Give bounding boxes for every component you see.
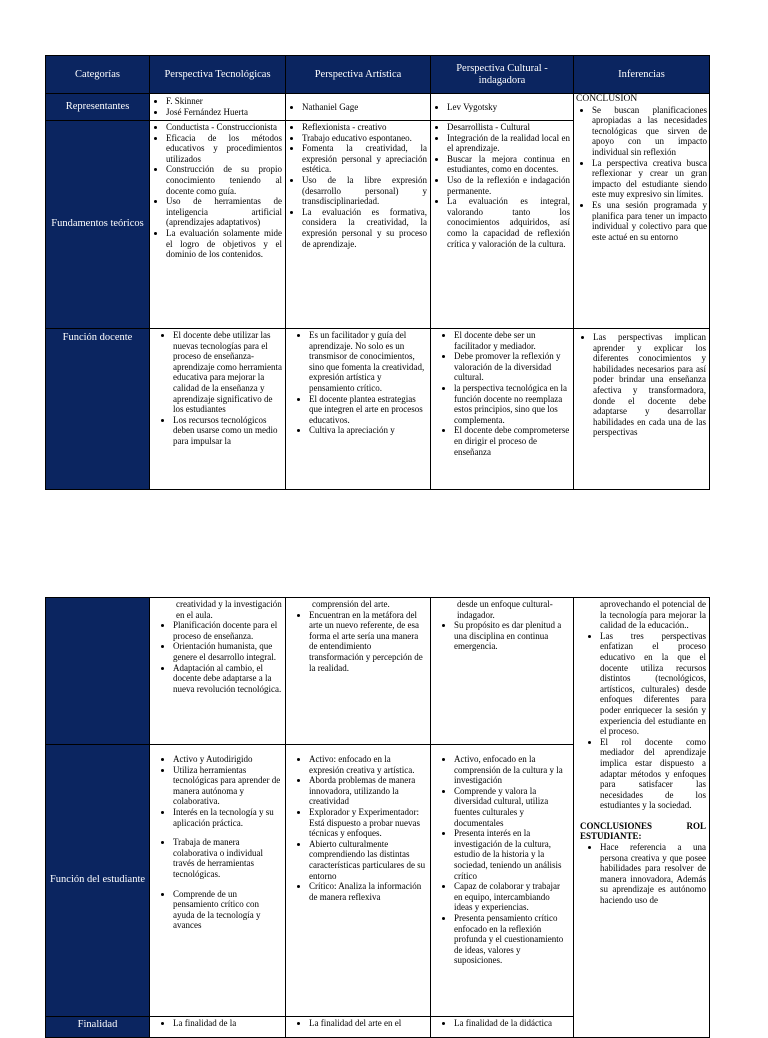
list-item: • Cultiva la apreciación y — [309, 425, 427, 436]
list-item: • Crítico: Analiza la información de manera reflexiva — [309, 881, 427, 902]
list-item: • Eficacia de los métodos educativos y procedimientos utilizados — [166, 133, 282, 165]
list-item: • la perspectiva tecnológica en la función docente no reemplaza estos principios, sino que los complementa. — [454, 383, 570, 425]
funcion-estudiante-cul — [431, 745, 574, 1017]
header-inferencias: Inferencias — [574, 56, 710, 94]
inferencias-page2-cell — [574, 598, 710, 1038]
list-item: • Buscar la mejora continua en estudiantes, como en docentes. — [447, 154, 570, 175]
list-item: • Conductista - Construccionista — [166, 122, 282, 133]
row-label-representantes: Representantes — [46, 94, 150, 121]
list-item: • Las tres perspectivas enfatizan el proceso educativo en la que el docente utiliza recursos distintos (tecnológicos, artísticos, culturales) desde enfoques diferentes para poder enriquecer la sesión y experiencia del estudiante en el proceso. — [600, 631, 706, 737]
finalidad-cul-item: • La finalidad de la didáctica — [454, 1018, 570, 1029]
fundamentos-cul — [431, 121, 574, 329]
list-item: • Los recursos tecnológicos deben usarse como un medio para impulsar la — [173, 415, 282, 447]
page2-docente-tec — [150, 598, 286, 745]
list-item: • Capaz de colaborar y trabajar en equipo, intercambiando ideas y experiencias. — [454, 881, 570, 913]
list-item: • Planificación docente para el proceso de enseñanza. — [173, 620, 282, 641]
header-artistica: Perspectiva Artística — [286, 56, 431, 94]
list-item: • Nathaniel Gage — [302, 102, 427, 113]
page2-docente-tec-cont: creatividad y la investigación en el aula. — [176, 599, 282, 620]
page2-docente-art — [286, 598, 431, 745]
list-item: • Activo, enfocado en la comprensión de la cultura y la investigación — [454, 754, 570, 786]
list-item: • Trabajo educativo espontaneo. — [302, 133, 427, 144]
list-item: • Es una sesión programada y planifica para tener un impacto individual y colectivo para que este actué en su entorno — [592, 200, 707, 242]
list-item: • Utiliza herramientas tecnológicas para aprender de manera autónoma y colaborativa. — [173, 765, 282, 807]
funcion-docente-tec — [150, 329, 286, 490]
finalidad-tec-item: • La finalidad de la — [173, 1018, 282, 1029]
fundamentos-tec — [150, 121, 286, 329]
list-item: • Aborda problemas de manera innovadora, utilizando la creatividad — [309, 775, 427, 807]
list-item: • Las perspectivas implican aprender y explicar los diferentes conocimientos y habilidades necesarios para así poder brindar una enseñanza afectiva y transformadora, donde el docente debe adaptarse y desarrollar habilidades en cada una de las perspectivas — [593, 332, 706, 438]
list-item: • Uso de la libre expresión (desarrollo personal) y transdisciplinariedad. — [302, 175, 427, 207]
list-item: • El docente debe utilizar las nuevas tecnologías para el proceso de enseñanza-aprendizaje como herramienta educativa para mejorar la calidad de la enseñanza y aprendizaje significativo de los estudiantes — [173, 330, 282, 415]
representantes-cul — [431, 94, 574, 121]
funcion-docente-art — [286, 329, 431, 490]
list-item: • Hace referencia a una persona creativa y que posee habilidades para resolver de manera innovadora, Además su aprendizaje es autónomo haciendo uso de — [600, 842, 706, 906]
list-item: • El docente plantea estrategias que integren el arte en procesos educativos. — [309, 394, 427, 426]
list-item: • La evaluación es formativa, considera la creatividad, la expresión personal y su proceso de aprendizaje. — [302, 207, 427, 249]
list-item: • Su propósito es dar plenitud a una disciplina en continua emergencia. — [454, 620, 570, 652]
list-item: • Activo y Autodirigido — [173, 754, 282, 765]
list-item: • La perspectiva creativa busca reflexionar y crear un gran impacto del estudiante siendo este muy expresivo sin límites. — [592, 158, 707, 200]
funcion-estudiante-tec — [150, 745, 286, 1017]
page2-docente-cul — [431, 598, 574, 745]
list-item: • Adaptación al cambio, el docente debe adaptarse a la nueva revolución tecnológica. — [173, 663, 282, 695]
funcion-estudiante-art — [286, 745, 431, 1017]
list-item: • Construcción de su propio conocimiento teniendo al docente como guía. — [166, 164, 282, 196]
list-item: • Uso de herramientas de inteligencia artificial (aprendizajes adaptativos) — [166, 196, 282, 228]
list-item: • Reflexionista - creativo — [302, 122, 427, 133]
row-label-fundamentos: Fundamentos teóricos — [46, 121, 150, 329]
page2-table — [45, 597, 710, 1038]
list-item: • La evaluación es integral, valorando tanto los conocimientos adquiridos, así como la capacidad de reflexión crítica y valoración de la cultura. — [447, 196, 570, 249]
representantes-art — [286, 94, 431, 121]
list-item: • Abierto culturalmente comprendiendo las distintas características particulares de su entorno — [309, 839, 427, 881]
list-item: • El docente debe ser un facilitador y mediador. — [454, 330, 570, 351]
list-item: • Debe promover la reflexión y valoración de la diversidad cultural. — [454, 351, 570, 383]
list-item: • Presenta interés en la investigación de la cultura, estudio de la historia y la sociedad, teniendo un análisis crítico — [454, 828, 570, 881]
header-categorias: Categorías — [46, 56, 150, 94]
finalidad-art — [286, 1017, 431, 1038]
list-item: • José Fernández Huerta — [166, 107, 282, 118]
funcion-docente-cul — [431, 329, 574, 490]
fundamentos-art — [286, 121, 431, 329]
header-cultural: Perspectiva Cultural - indagadora — [431, 56, 574, 94]
list-item: • Lev Vygotsky — [447, 102, 570, 113]
inferencias-heading: CONCLUSION — [576, 94, 638, 104]
row-label-finalidad: Finalidad — [46, 1017, 150, 1038]
header-tecnologicas: Perspectiva Tecnológicas — [150, 56, 286, 94]
list-item: • Presenta pensamiento crítico enfocado en la reflexión profunda y el cuestionamiento de ideas, valores y suposiciones. — [454, 913, 570, 966]
list-item: • Integración de la realidad local en el aprendizaje. — [447, 133, 570, 154]
page2-docente-art-cont: comprensión del arte. — [312, 599, 390, 609]
list-item: • El rol docente como mediador del aprendizaje implica estar dispuesto a adaptar métodos y enfoques para satisfacer las necesidades de los estudiantes y la sociedad. — [600, 737, 706, 811]
list-item: • Uso de la reflexión e indagación permanente. — [447, 175, 570, 196]
list-item: • Es un facilitador y guía del aprendizaje. No solo es un transmisor de conocimientos, sino que fomenta la creatividad, expresión artística y pensamiento crítico. — [309, 330, 427, 394]
list-item: • Interés en la tecnología y su aplicación práctica. — [173, 807, 282, 828]
finalidad-tec — [150, 1017, 286, 1038]
list-item: • El docente debe comprometerse en dirigir el proceso de enseñanza — [454, 425, 570, 457]
page1-table — [45, 55, 710, 490]
list-item: • Activo: enfocado en la expresión creativa y artística. — [309, 754, 427, 775]
inferencias-page2-cont: aprovechando el potencial de la tecnología para mejorar la calidad de la educación.. — [600, 599, 706, 631]
list-item: • Trabaja de manera colaborativa o individual través de herramientas tecnológicas. — [173, 837, 282, 879]
conclusiones-rol-estudiante-heading: CONCLUSIONES ROL ESTUDIANTE: — [580, 820, 706, 842]
list-item: • Desarrollista - Cultural — [447, 122, 570, 133]
list-item: • Orientación humanista, que genere el desarrollo integral. — [173, 641, 282, 662]
list-item: • Fomenta la creatividad, la expresión personal y apreciación estética. — [302, 143, 427, 175]
list-item: • Comprende de un pensamiento crítico con ayuda de la tecnología y avances — [173, 889, 282, 931]
page2-docente-cul-cont: desde un enfoque cultural-indagador. — [457, 599, 553, 620]
list-item: • La evaluación solamente mide el logro de objetivos y el dominio de los contenidos. — [166, 228, 282, 260]
inferencias-perspectivas-cell — [574, 329, 710, 490]
representantes-tec — [150, 94, 286, 121]
page2-docente-label — [46, 598, 150, 745]
inferencias-conclusion-cell — [574, 94, 710, 329]
list-item: • Se buscan planificaciones apropiadas a las necesidades tecnológicas que sirven de apoyo con un impacto individual sin reflexión — [592, 105, 707, 158]
row-label-funcion-estudiante: Función del estudiante — [46, 745, 150, 1017]
row-label-funcion-docente: Función docente — [46, 329, 150, 490]
finalidad-art-item: • La finalidad del arte en el — [309, 1018, 427, 1029]
list-item: • Encuentran en la metáfora del arte un nuevo referente, de esa forma el arte sería una manera de entendimiento transformación y percepción de la realidad. — [309, 610, 427, 674]
list-item: • Explorador y Experimentador: Está dispuesto a probar nuevas técnicas y enfoques. — [309, 807, 427, 839]
list-item: • Comprende y valora la diversidad cultural, utiliza fuentes culturales y documentales — [454, 786, 570, 828]
list-item: • F. Skinner — [166, 96, 282, 107]
finalidad-cul — [431, 1017, 574, 1038]
